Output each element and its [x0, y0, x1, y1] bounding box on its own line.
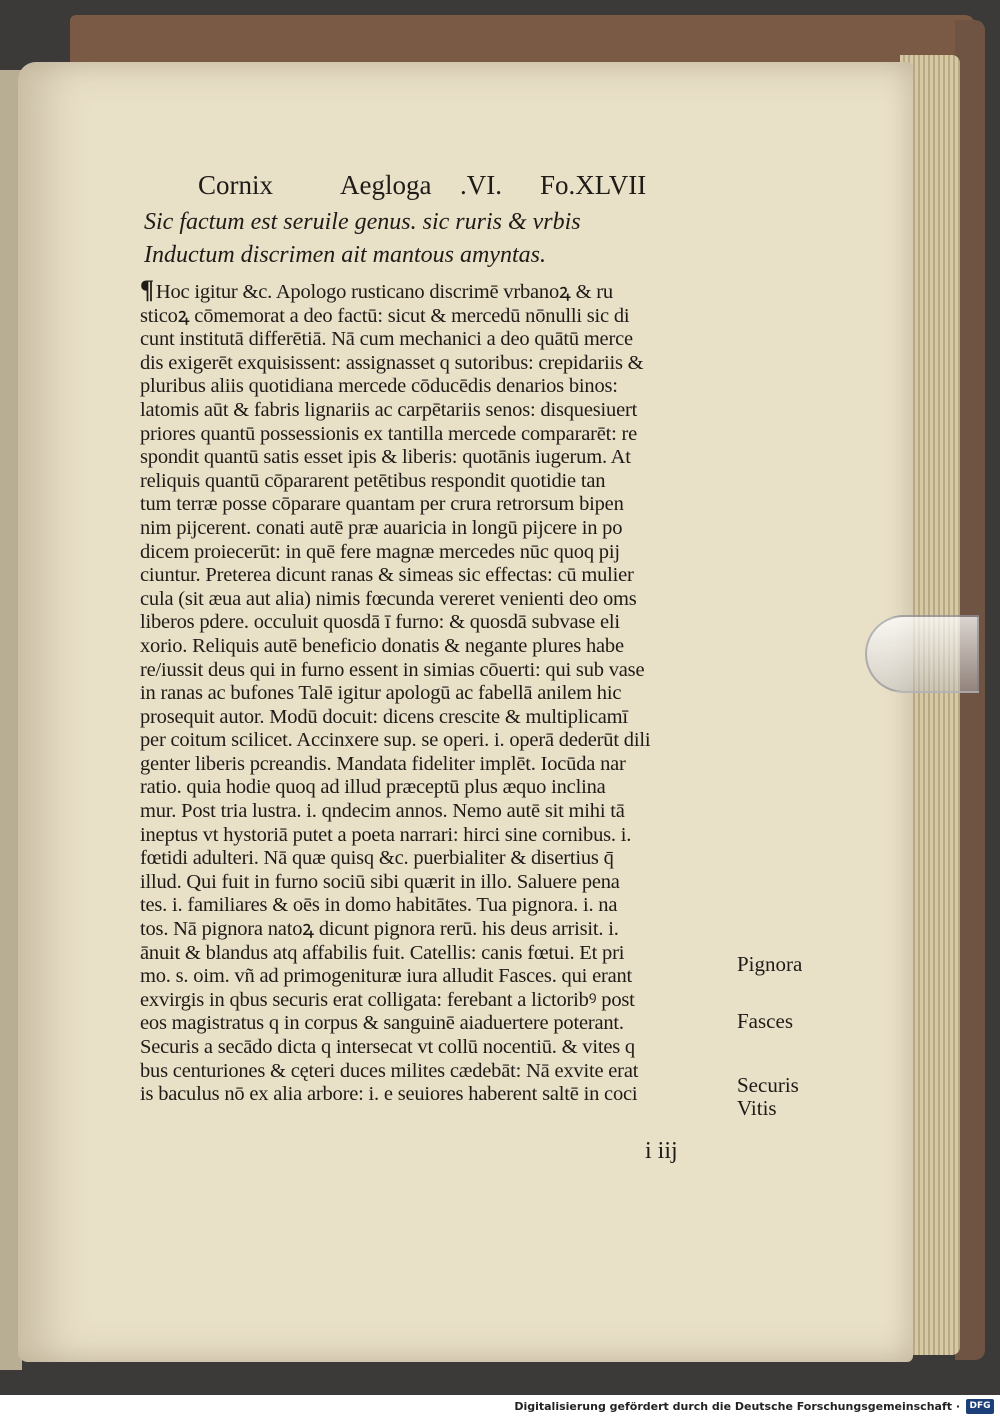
page-clip-holder — [865, 615, 979, 693]
margin-note-fasces: Fasces — [737, 1009, 793, 1033]
commentary-line: pluribus aliis quotidiana mercede cōducēdis denarios binos: — [140, 375, 618, 398]
verse-line: Inductum discrimen ait mantous amyntas. — [144, 242, 546, 268]
commentary-line: fœtidi adulteri. Nā quæ quisq &c. puerbialiter & disertius q̄ — [140, 847, 614, 870]
commentary-line: ¶Hoc igitur &c. Apologo rusticano discrimē vrbanoꝝ & ru — [140, 275, 613, 304]
commentary-line: spondit quantū satis esset ipis & liberis: quotānis iugerum. At — [140, 446, 631, 469]
margin-note-securis: Securis Vitis — [737, 1073, 799, 1120]
commentary-line: nim pijcerent. conati autē præ auaricia in longū pijcere in po — [140, 516, 623, 539]
commentary-line: latomis aūt & fabris lignariis ac carpētariis senos: disquesiuert — [140, 398, 638, 421]
commentary-line: priores quantū possessionis ex tantilla mercede compararēt: re — [140, 422, 638, 445]
commentary-line: mo. s. oim. vñ ad primogenituræ iura alludit Fasces. qui erant — [140, 965, 633, 988]
commentary-line: per coitum scilicet. Accinxere sup. se operi. i. operā dederūt dili — [140, 729, 651, 752]
text-block — [140, 170, 740, 1107]
commentary-line: ānuit & blandus atq affabilis fuit. Catellis: canis fœtui. Et pri — [140, 941, 625, 964]
commentary-line: dis exigerēt exquisissent: assignasset q sutoribus: crepidariis & — [140, 351, 644, 374]
commentary-line: Securis a secādo dicta q intersecat vt collū nocentiū. & vites q — [140, 1036, 635, 1058]
dfg-credit: Digitalisierung gefördert durch die Deutsche Forschungsgemeinschaft · — [514, 1400, 960, 1413]
commentary-line: dicem proiecerūt: in quē fere magnæ mercedes nūc quoq pij — [140, 540, 620, 563]
commentary-line: cula (sit æua aut alia) nimis fœcunda vereret venienti deo oms — [140, 587, 637, 610]
commentary-line: prosequit autor. Modū docuit: dicens crescite & multiplicamī — [140, 705, 628, 728]
commentary-line: exvirgis in qbus securis erat colligata: ferebant a lictoribꝰ post — [140, 988, 635, 1011]
running-header — [140, 170, 740, 206]
commentary-line: mur. Post tria lustra. i. qndecim annos. Nemo autē sit mihi tā — [140, 800, 625, 823]
pilcrow-icon: ¶ — [140, 275, 154, 304]
folio-number: Fo.XLVII — [540, 170, 647, 200]
commentary-line: illud. Qui fuit in furno sociū sibi quærit in illo. Saluere pena — [140, 870, 620, 893]
commentary-line: eos magistratus q in corpus & sanguinē aiaduertere poterant. — [140, 1012, 624, 1035]
commentary-line: liberos pdere. occuluit quosdā ī furno: & quosdā subvase eli — [140, 611, 620, 634]
eclogue-label: Aegloga — [340, 170, 432, 200]
commentary-line: cunt institutā differētiā. Nā cum mechanici a deo quātū merce — [140, 328, 633, 351]
commentary-line: ratio. quia hodie quoq ad illud præceptū plus æquo inclina — [140, 776, 606, 799]
footer-bar — [0, 1395, 1000, 1419]
commentary-line: tum terræ posse cōparare quantam per crura retrorsum bipen — [140, 493, 624, 516]
commentary-line: tos. Nā pignora natoꝝ dicunt pignora rerū. his deus arrisit. i. — [140, 918, 619, 941]
dfg-logo-icon: DFG — [966, 1399, 994, 1414]
commentary-line: tes. i. familiares & oēs in domo habitātes. Tua pignora. i. na — [140, 894, 618, 917]
commentary-line: genter liberis pcreandis. Mandata fideliter implēt. Iocūda nar — [140, 752, 626, 775]
commentary-line: xorio. Reliquis autē beneficio donatis & negante plures habe — [140, 634, 624, 657]
commentary-line: re/iussit deus qui in furno essent in simias cōuerti: qui sub vase — [140, 658, 645, 681]
running-title: Cornix — [198, 170, 274, 200]
verse-line: Sic factum est seruile genus. sic ruris & vrbis — [144, 209, 581, 235]
commentary-line: ineptus vt hystoriā putet a poeta narrari: hirci sine cornibus. i. — [140, 823, 632, 846]
commentary-line: bus centuriones & cęteri duces milites cædebāt: Nā exvite erat — [140, 1059, 639, 1082]
signature-mark: i iij — [645, 1138, 678, 1164]
commentary-line: sticoꝝ cōmemorat a deo factū: sicut & mercedū nōnulli sic di — [140, 304, 630, 327]
commentary-line: reliquis quantū cōpararent petētibus respondit quotidie tan — [140, 469, 606, 492]
margin-note-pignora: Pignora — [737, 952, 803, 976]
commentary — [140, 275, 740, 1107]
commentary-line: ciuntur. Preterea dicunt ranas & simeas sic effectas: cū mulier — [140, 564, 634, 587]
commentary-line: in ranas ac bufones Talē igitur apologū ac fabellā anilem hic — [140, 682, 622, 705]
eclogue-number: .VI. — [460, 170, 502, 200]
commentary-line: is baculus nō ex alia arbore: i. e seuiores haberent saltē in coci — [140, 1083, 638, 1106]
